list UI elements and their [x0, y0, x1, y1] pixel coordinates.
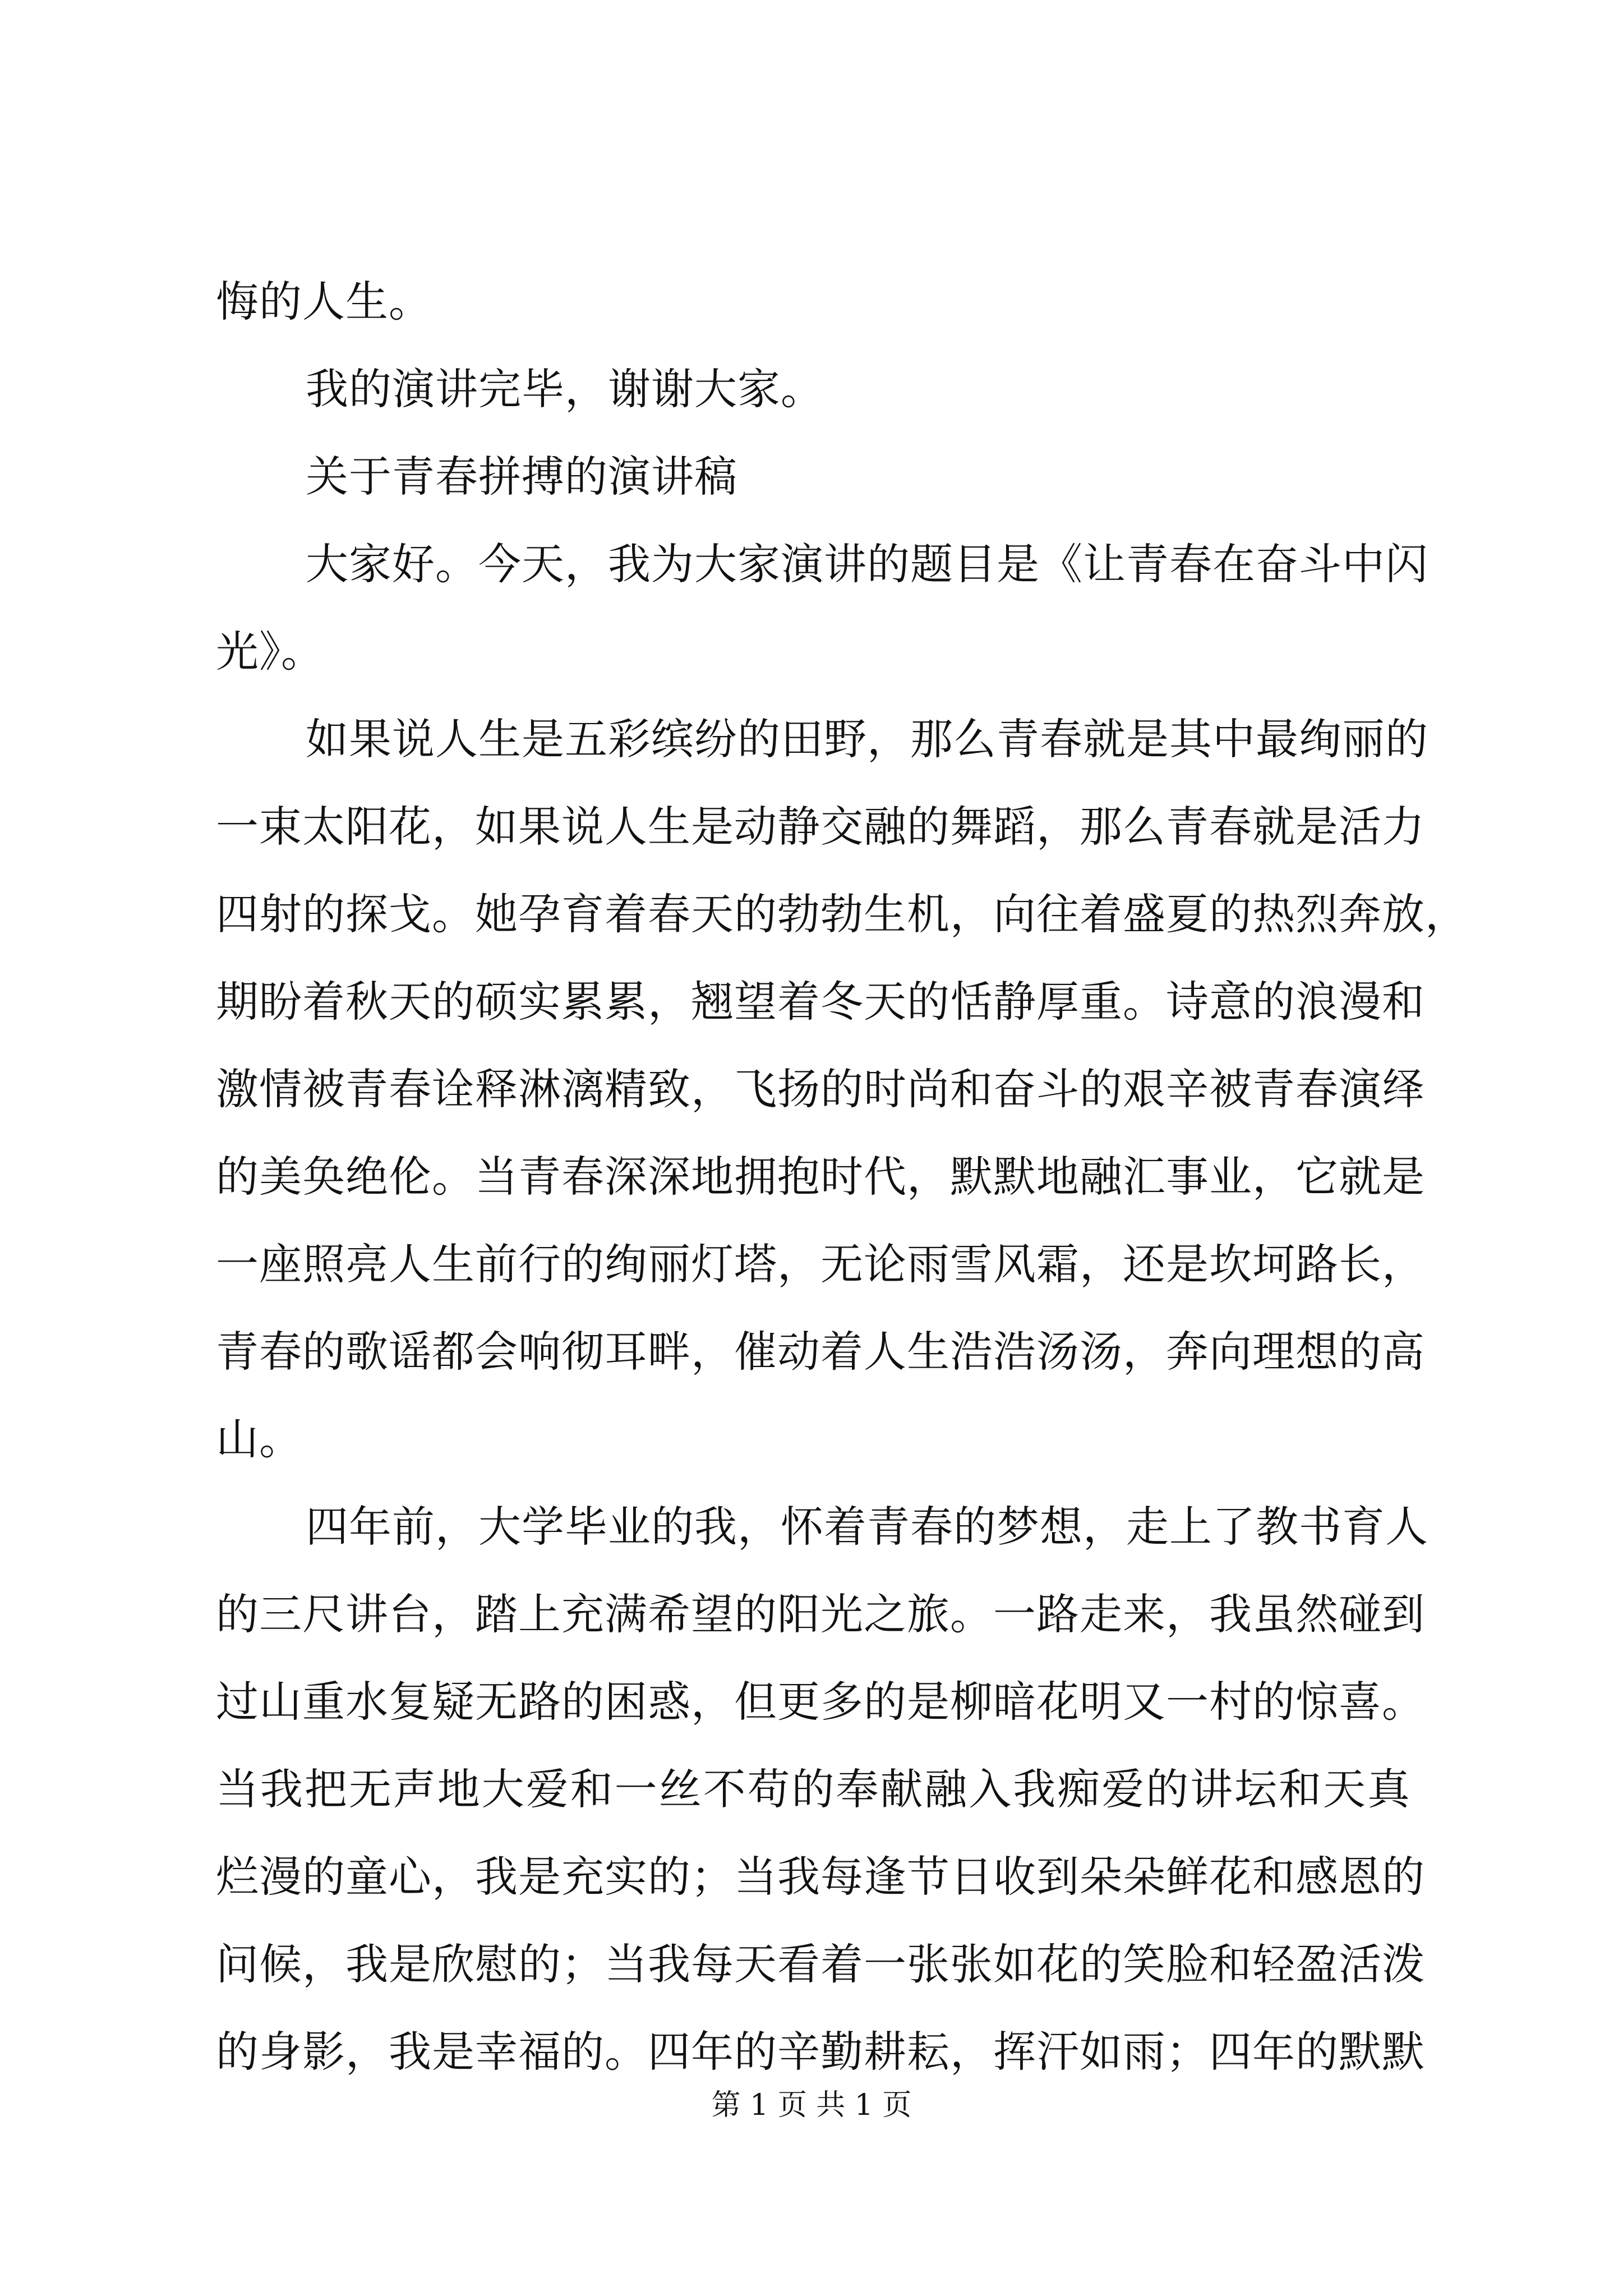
page-footer: [0, 2086, 1623, 2125]
text-line: 大家好。今天，我为大家演讲的题目是《让青春在奋斗中闪: [306, 539, 1428, 589]
text-line: 四射的探戈。她孕育着春天的勃勃生机，向往着盛夏的热烈奔放，: [216, 889, 1468, 939]
paragraph: [216, 1483, 1428, 2096]
text-line: 过山重水复疑无路的困惑，但更多的是柳暗花明又一村的惊喜。: [216, 1677, 1425, 1727]
text-line: 烂漫的童心，我是充实的；当我每逢节日收到朵朵鲜花和感恩的: [216, 1852, 1425, 1902]
text-line: 关于青春拼搏的演讲稿: [306, 452, 737, 501]
text-line: 的身影，我是幸福的。四年的辛勤耕耘，挥汗如雨；四年的默默: [216, 2027, 1425, 2077]
text-line: 一座照亮人生前行的绚丽灯塔，无论雨雪风霜，还是坎坷路长，: [216, 1239, 1425, 1289]
paragraph: [216, 521, 1428, 696]
paragraph: [216, 433, 1410, 521]
text-line: 当我把无声地大爱和一丝不苟的奉献融入我痴爱的讲坛和天真: [216, 1764, 1410, 1814]
text-line: 的三尺讲台，踏上充满希望的阳光之旅。一路走来，我虽然碰到: [216, 1589, 1425, 1639]
paragraph: [216, 346, 1410, 433]
text-line: 激情被青春诠释淋漓精致，飞扬的时尚和奋斗的艰辛被青春演绎: [216, 1064, 1425, 1114]
document-body: [216, 258, 1468, 2096]
text-line: 的美奂绝伦。当青春深深地拥抱时代，默默地融汇事业，它就是: [216, 1152, 1425, 1202]
text-line: 问候，我是欣慰的；当我每天看着一张张如花的笑脸和轻盈活泼: [216, 1939, 1425, 1989]
text-line: 光》。: [216, 627, 324, 677]
paragraph: [216, 258, 1410, 346]
text-line: 如果说人生是五彩缤纷的田野，那么青春就是其中最绚丽的: [306, 714, 1428, 764]
paragraph: [216, 696, 1468, 1483]
text-line: 期盼着秋天的硕实累累，翘望着冬天的恬静厚重。诗意的浪漫和: [216, 977, 1425, 1027]
text-line: 悔的人生。: [216, 277, 432, 326]
page-number-label: 第 1 页 共 1 页: [711, 2088, 912, 2122]
text-line: 我的演讲完毕，谢谢大家。: [306, 364, 824, 414]
text-line: 四年前，大学毕业的我，怀着青春的梦想，走上了教书育人: [306, 1502, 1428, 1552]
text-line: 青春的歌谣都会响彻耳畔，催动着人生浩浩汤汤，奔向理想的高: [216, 1327, 1425, 1377]
text-line: 一束太阳花，如果说人生是动静交融的舞蹈，那么青春就是活力: [216, 802, 1425, 852]
text-line: 山。: [216, 1414, 302, 1464]
